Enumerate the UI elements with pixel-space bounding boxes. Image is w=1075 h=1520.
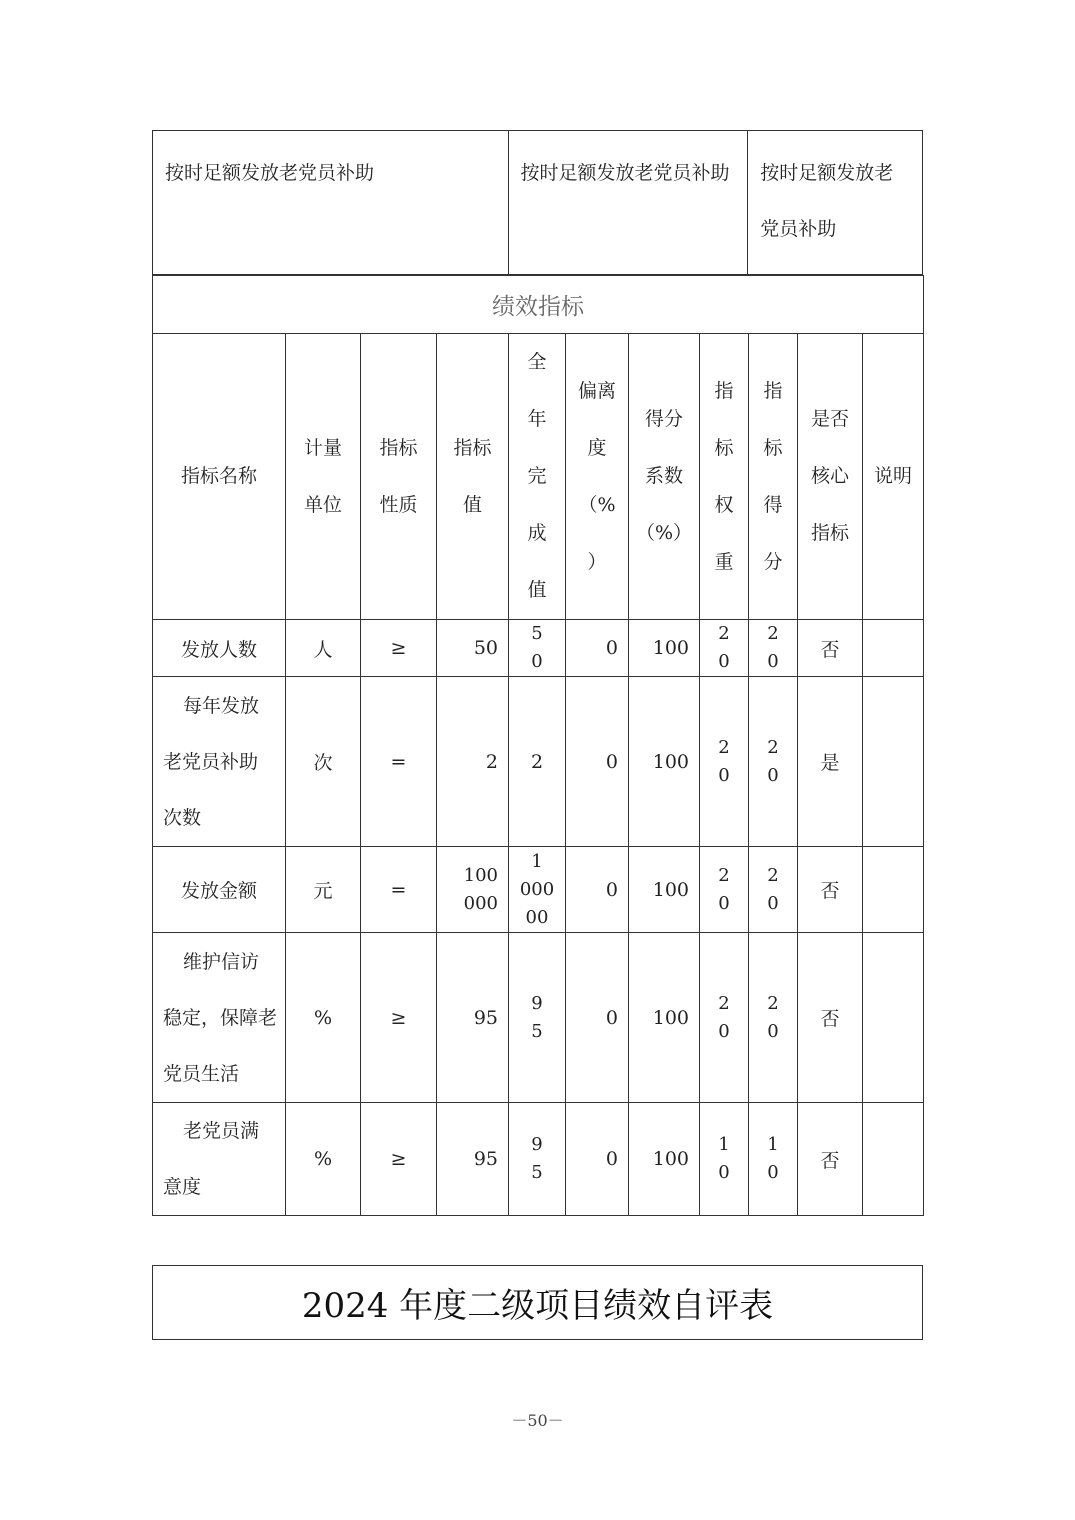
indicator-name: 每年发放 老党员补助 次数 — [153, 677, 286, 847]
description-cell-2 — [508, 131, 748, 275]
nature-cell: ≥ — [361, 933, 437, 1103]
note-cell — [863, 677, 924, 847]
table-row — [153, 620, 924, 677]
header-row — [153, 334, 924, 620]
table-row — [153, 1103, 924, 1216]
table-row — [153, 847, 924, 933]
header-actual: 全 年 完 成 值 — [509, 334, 566, 620]
header-weight: 指 标 权 重 — [700, 334, 749, 620]
header-name: 指标名称 — [153, 334, 286, 620]
note-cell — [863, 933, 924, 1103]
weight-cell: 1 0 — [700, 1103, 749, 1216]
header-score: 指 标 得 分 — [749, 334, 798, 620]
actual-cell: 1 000 00 — [509, 847, 566, 933]
document-table-title — [152, 1265, 923, 1340]
header-core: 是否 核心 指标 — [798, 334, 863, 620]
value-cell: 2 — [437, 677, 509, 847]
nature-cell: = — [361, 847, 437, 933]
deviation-cell: 0 — [566, 620, 629, 677]
weight-cell: 2 0 — [700, 933, 749, 1103]
coef-cell: 100 — [629, 677, 700, 847]
coef-cell: 100 — [629, 847, 700, 933]
indicator-name: 老党员满 意度 — [153, 1103, 286, 1216]
actual-cell: 2 — [509, 677, 566, 847]
actual-cell: 9 5 — [509, 1103, 566, 1216]
deviation-cell: 0 — [566, 847, 629, 933]
header-value: 指标 值 — [437, 334, 509, 620]
weight-cell: 2 0 — [700, 677, 749, 847]
actual-cell: 5 0 — [509, 620, 566, 677]
core-cell: 否 — [798, 847, 863, 933]
nature-cell: ≥ — [361, 620, 437, 677]
description-text: 按时足额发放老 — [760, 162, 894, 184]
actual-cell: 9 5 — [509, 933, 566, 1103]
description-text: 党员补助 — [760, 218, 837, 240]
header-deviation: 偏离 度 （% ） — [566, 334, 629, 620]
coef-cell: 100 — [629, 620, 700, 677]
value-cell: 95 — [437, 1103, 509, 1216]
indicator-name: 发放金额 — [153, 847, 286, 933]
section-title: 绩效指标 — [153, 276, 924, 334]
coef-cell: 100 — [629, 933, 700, 1103]
top-description-table — [152, 130, 923, 275]
core-cell: 否 — [798, 620, 863, 677]
header-coef: 得分 系数 （%） — [629, 334, 700, 620]
description-text: 按时足额发放老党员补助 — [165, 162, 375, 184]
value-cell: 95 — [437, 933, 509, 1103]
score-cell: 2 0 — [749, 933, 798, 1103]
unit-cell: 元 — [286, 847, 361, 933]
header-nature: 指标 性质 — [361, 334, 437, 620]
score-cell: 2 0 — [749, 677, 798, 847]
value-cell: 50 — [437, 620, 509, 677]
score-cell: 2 0 — [749, 620, 798, 677]
core-cell: 否 — [798, 933, 863, 1103]
unit-cell: % — [286, 933, 361, 1103]
indicator-name: 维护信访 稳定，保障老 党员生活 — [153, 933, 286, 1103]
unit-cell: 次 — [286, 677, 361, 847]
deviation-cell: 0 — [566, 677, 629, 847]
table-row — [153, 677, 924, 847]
note-cell — [863, 1103, 924, 1216]
nature-cell: = — [361, 677, 437, 847]
note-cell — [863, 847, 924, 933]
unit-cell: % — [286, 1103, 361, 1216]
coef-cell: 100 — [629, 1103, 700, 1216]
description-cell-1 — [153, 131, 509, 275]
header-note: 说明 — [863, 334, 924, 620]
page-number: －50－ — [511, 1411, 564, 1430]
performance-indicator-table — [152, 275, 924, 1216]
score-cell: 2 0 — [749, 847, 798, 933]
weight-cell: 2 0 — [700, 620, 749, 677]
note-cell — [863, 620, 924, 677]
value-cell: 100 000 — [437, 847, 509, 933]
core-cell: 否 — [798, 1103, 863, 1216]
table-title-text: 2024 年度二级项目绩效自评表 — [301, 1286, 774, 1326]
deviation-cell: 0 — [566, 1103, 629, 1216]
unit-cell: 人 — [286, 620, 361, 677]
core-cell: 是 — [798, 677, 863, 847]
score-cell: 1 0 — [749, 1103, 798, 1216]
header-unit: 计量 单位 — [286, 334, 361, 620]
indicator-name: 发放人数 — [153, 620, 286, 677]
deviation-cell: 0 — [566, 933, 629, 1103]
nature-cell: ≥ — [361, 1103, 437, 1216]
description-text: 按时足额发放老党员补助 — [520, 162, 730, 184]
table-row — [153, 933, 924, 1103]
weight-cell: 2 0 — [700, 847, 749, 933]
description-cell-3 — [748, 131, 923, 275]
